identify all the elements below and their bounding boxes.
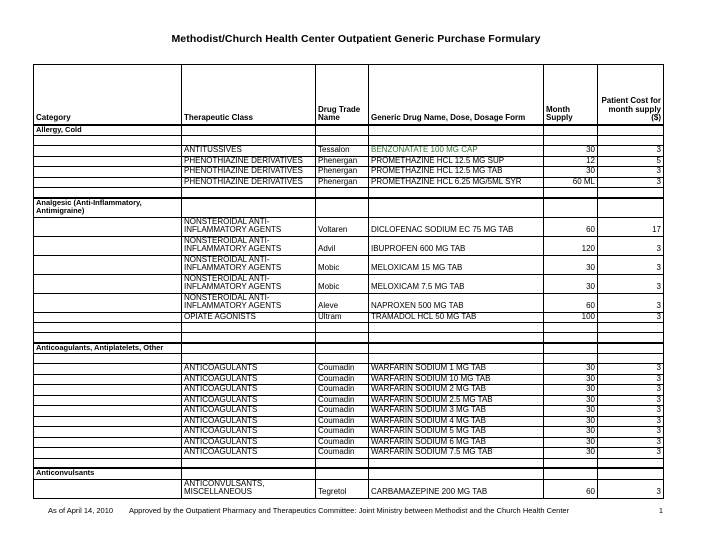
drug-trade-name-cell: Voltaren bbox=[316, 217, 369, 236]
drug-trade-name-cell bbox=[316, 458, 369, 468]
patient-cost-cell bbox=[598, 136, 664, 146]
column-header-month-supply: Month Supply bbox=[544, 65, 598, 125]
drug-trade-name-cell: Tegretol bbox=[316, 479, 369, 498]
month-supply-cell: 30 bbox=[544, 448, 598, 459]
column-header-therapeutic-class: Therapeutic Class bbox=[182, 65, 316, 125]
drug-trade-name-cell: Ultram bbox=[316, 312, 369, 323]
drug-trade-name-cell: Phenergan bbox=[316, 177, 369, 188]
generic-drug-name-cell bbox=[369, 343, 544, 354]
patient-cost-cell bbox=[598, 458, 664, 468]
month-supply-cell bbox=[544, 354, 598, 364]
patient-cost-cell: 3 bbox=[598, 236, 664, 255]
generic-drug-name-cell: WARFARIN SODIUM 10 MG TAB bbox=[369, 374, 544, 385]
category-cell bbox=[34, 136, 182, 146]
therapeutic-class-cell: OPIATE AGONISTS bbox=[182, 312, 316, 323]
drug-trade-name-cell: Aleve bbox=[316, 293, 369, 312]
formulary-row bbox=[34, 156, 664, 167]
month-supply-cell: 60 bbox=[544, 217, 598, 236]
month-supply-cell: 30 bbox=[544, 374, 598, 385]
drug-trade-name-cell: Coumadin bbox=[316, 416, 369, 427]
drug-trade-name-cell bbox=[316, 188, 369, 198]
footer-as-of-date: As of April 14, 2010 bbox=[48, 506, 114, 515]
patient-cost-cell: 3 bbox=[598, 395, 664, 406]
section-row bbox=[34, 343, 664, 354]
drug-trade-name-cell: Coumadin bbox=[316, 395, 369, 406]
column-header-category: Category bbox=[34, 65, 182, 125]
therapeutic-class-cell: NONSTEROIDAL ANTI-INFLAMMATORY AGENTS bbox=[182, 217, 316, 236]
category-cell: Anticoagulants, Antiplatelets, Other bbox=[34, 343, 182, 354]
therapeutic-class-cell: ANTICOAGULANTS bbox=[182, 395, 316, 406]
drug-trade-name-cell: Phenergan bbox=[316, 156, 369, 167]
category-cell bbox=[34, 146, 182, 157]
formulary-row bbox=[34, 312, 664, 323]
generic-drug-name-cell: WARFARIN SODIUM 1 MG TAB bbox=[369, 364, 544, 375]
category-cell bbox=[34, 364, 182, 375]
drug-trade-name-cell: Coumadin bbox=[316, 374, 369, 385]
month-supply-cell bbox=[544, 343, 598, 354]
category-cell bbox=[34, 236, 182, 255]
drug-trade-name-cell bbox=[316, 354, 369, 364]
footer-page-number: 1 bbox=[658, 506, 663, 515]
drug-trade-name-cell bbox=[316, 198, 369, 218]
therapeutic-class-cell bbox=[182, 188, 316, 198]
formulary-row bbox=[34, 406, 664, 417]
footer-approval-note: Approved by the Outpatient Pharmacy and Therapeutics Committee: Joint Ministry between Methodist and the Church Health Center bbox=[129, 506, 570, 515]
section-row bbox=[34, 125, 664, 136]
generic-drug-name-cell: BENZONATATE 100 MG CAP bbox=[369, 146, 544, 157]
month-supply-cell: 30 bbox=[544, 406, 598, 417]
spacer-row bbox=[34, 323, 664, 333]
formulary-row bbox=[34, 293, 664, 312]
patient-cost-cell: 3 bbox=[598, 385, 664, 396]
category-cell bbox=[34, 458, 182, 468]
month-supply-cell bbox=[544, 333, 598, 343]
month-supply-cell: 30 bbox=[544, 167, 598, 178]
category-cell bbox=[34, 395, 182, 406]
section-row bbox=[34, 198, 664, 218]
month-supply-cell bbox=[544, 323, 598, 333]
generic-drug-name-cell: WARFARIN SODIUM 5 MG TAB bbox=[369, 427, 544, 438]
category-cell bbox=[34, 323, 182, 333]
patient-cost-cell: 3 bbox=[598, 448, 664, 459]
spacer-row bbox=[34, 354, 664, 364]
section-row bbox=[34, 468, 664, 479]
category-cell: Analgesic (Anti-Inflammatory, Antimigraine) bbox=[34, 198, 182, 218]
column-header-patient-cost: Patient Cost for month supply ($) bbox=[598, 65, 664, 125]
drug-trade-name-cell: Coumadin bbox=[316, 427, 369, 438]
generic-drug-name-cell: PROMETHAZINE HCL 12.5 MG SUP bbox=[369, 156, 544, 167]
month-supply-cell bbox=[544, 198, 598, 218]
category-cell bbox=[34, 385, 182, 396]
therapeutic-class-cell: ANTICOAGULANTS bbox=[182, 385, 316, 396]
patient-cost-cell: 3 bbox=[598, 255, 664, 274]
category-cell bbox=[34, 177, 182, 188]
category-cell bbox=[34, 274, 182, 293]
therapeutic-class-cell: ANTITUSSIVES bbox=[182, 146, 316, 157]
generic-drug-name-cell bbox=[369, 198, 544, 218]
month-supply-cell bbox=[544, 458, 598, 468]
generic-drug-name-cell bbox=[369, 188, 544, 198]
category-cell bbox=[34, 293, 182, 312]
drug-trade-name-cell bbox=[316, 125, 369, 136]
formulary-row bbox=[34, 479, 664, 498]
spacer-row bbox=[34, 188, 664, 198]
therapeutic-class-cell: ANTICOAGULANTS bbox=[182, 427, 316, 438]
patient-cost-cell: 3 bbox=[598, 416, 664, 427]
month-supply-cell: 30 bbox=[544, 146, 598, 157]
therapeutic-class-cell bbox=[182, 136, 316, 146]
patient-cost-cell: 3 bbox=[598, 274, 664, 293]
column-header-generic-drug-name: Generic Drug Name, Dose, Dosage Form bbox=[369, 65, 544, 125]
generic-drug-name-cell: DICLOFENAC SODIUM EC 75 MG TAB bbox=[369, 217, 544, 236]
drug-trade-name-cell: Advil bbox=[316, 236, 369, 255]
patient-cost-cell: 3 bbox=[598, 146, 664, 157]
header-row bbox=[34, 65, 664, 125]
generic-drug-name-cell bbox=[369, 136, 544, 146]
therapeutic-class-cell: ANTICOAGULANTS bbox=[182, 364, 316, 375]
therapeutic-class-cell: NONSTEROIDAL ANTI-INFLAMMATORY AGENTS bbox=[182, 255, 316, 274]
generic-drug-name-cell: NAPROXEN 500 MG TAB bbox=[369, 293, 544, 312]
spacer-row bbox=[34, 333, 664, 343]
category-cell bbox=[34, 156, 182, 167]
category-cell bbox=[34, 167, 182, 178]
generic-drug-name-cell: MELOXICAM 15 MG TAB bbox=[369, 255, 544, 274]
drug-trade-name-cell: Coumadin bbox=[316, 448, 369, 459]
therapeutic-class-cell: PHENOTHIAZINE DERIVATIVES bbox=[182, 177, 316, 188]
patient-cost-cell: 3 bbox=[598, 364, 664, 375]
formulary-row bbox=[34, 364, 664, 375]
month-supply-cell: 60 ML bbox=[544, 177, 598, 188]
month-supply-cell: 30 bbox=[544, 395, 598, 406]
generic-drug-name-cell: WARFARIN SODIUM 3 MG TAB bbox=[369, 406, 544, 417]
category-cell: Allergy, Cold bbox=[34, 125, 182, 136]
patient-cost-cell: 3 bbox=[598, 479, 664, 498]
therapeutic-class-cell bbox=[182, 333, 316, 343]
formulary-row bbox=[34, 416, 664, 427]
patient-cost-cell: 5 bbox=[598, 156, 664, 167]
patient-cost-cell: 3 bbox=[598, 374, 664, 385]
patient-cost-cell: 3 bbox=[598, 427, 664, 438]
generic-drug-name-cell: WARFARIN SODIUM 6 MG TAB bbox=[369, 437, 544, 448]
category-cell bbox=[34, 416, 182, 427]
drug-trade-name-cell: Coumadin bbox=[316, 385, 369, 396]
generic-drug-name-cell: IBUPROFEN 600 MG TAB bbox=[369, 236, 544, 255]
month-supply-cell bbox=[544, 136, 598, 146]
patient-cost-cell: 17 bbox=[598, 217, 664, 236]
patient-cost-cell bbox=[598, 198, 664, 218]
generic-drug-name-cell bbox=[369, 354, 544, 364]
patient-cost-cell: 3 bbox=[598, 293, 664, 312]
category-cell bbox=[34, 312, 182, 323]
generic-drug-name-cell: CARBAMAZEPINE 200 MG TAB bbox=[369, 479, 544, 498]
month-supply-cell bbox=[544, 125, 598, 136]
month-supply-cell: 30 bbox=[544, 427, 598, 438]
month-supply-cell bbox=[544, 188, 598, 198]
category-cell bbox=[34, 188, 182, 198]
patient-cost-cell: 3 bbox=[598, 437, 664, 448]
month-supply-cell: 12 bbox=[544, 156, 598, 167]
category-cell bbox=[34, 333, 182, 343]
month-supply-cell: 30 bbox=[544, 255, 598, 274]
month-supply-cell: 30 bbox=[544, 364, 598, 375]
category-cell bbox=[34, 217, 182, 236]
generic-drug-name-cell bbox=[369, 125, 544, 136]
generic-drug-name-cell: WARFARIN SODIUM 2.5 MG TAB bbox=[369, 395, 544, 406]
therapeutic-class-cell: ANTICONVULSANTS, MISCELLANEOUS bbox=[182, 479, 316, 498]
month-supply-cell: 30 bbox=[544, 274, 598, 293]
month-supply-cell bbox=[544, 468, 598, 479]
formulary-row bbox=[34, 395, 664, 406]
therapeutic-class-cell: ANTICOAGULANTS bbox=[182, 437, 316, 448]
patient-cost-cell: 3 bbox=[598, 312, 664, 323]
therapeutic-class-cell bbox=[182, 458, 316, 468]
table-header bbox=[34, 65, 664, 125]
drug-trade-name-cell: Phenergan bbox=[316, 167, 369, 178]
page-footer bbox=[0, 505, 712, 517]
therapeutic-class-cell: NONSTEROIDAL ANTI-INFLAMMATORY AGENTS bbox=[182, 236, 316, 255]
generic-drug-name-cell bbox=[369, 323, 544, 333]
month-supply-cell: 100 bbox=[544, 312, 598, 323]
therapeutic-class-cell: NONSTEROIDAL ANTI-INFLAMMATORY AGENTS bbox=[182, 274, 316, 293]
generic-drug-name-cell: MELOXICAM 7.5 MG TAB bbox=[369, 274, 544, 293]
formulary-row bbox=[34, 236, 664, 255]
formulary-row bbox=[34, 217, 664, 236]
month-supply-cell: 30 bbox=[544, 416, 598, 427]
month-supply-cell: 60 bbox=[544, 293, 598, 312]
formulary-row bbox=[34, 255, 664, 274]
patient-cost-cell bbox=[598, 333, 664, 343]
drug-trade-name-cell bbox=[316, 343, 369, 354]
month-supply-cell: 60 bbox=[544, 479, 598, 498]
therapeutic-class-cell: NONSTEROIDAL ANTI-INFLAMMATORY AGENTS bbox=[182, 293, 316, 312]
therapeutic-class-cell: PHENOTHIAZINE DERIVATIVES bbox=[182, 167, 316, 178]
patient-cost-cell bbox=[598, 468, 664, 479]
therapeutic-class-cell: ANTICOAGULANTS bbox=[182, 416, 316, 427]
column-header-drug-trade-name: Drug Trade Name bbox=[316, 65, 369, 125]
patient-cost-cell bbox=[598, 343, 664, 354]
spacer-row bbox=[34, 136, 664, 146]
generic-drug-name-cell: PROMETHAZINE HCL 6.25 MG/5ML SYR bbox=[369, 177, 544, 188]
patient-cost-cell bbox=[598, 323, 664, 333]
therapeutic-class-cell bbox=[182, 343, 316, 354]
formulary-row bbox=[34, 437, 664, 448]
patient-cost-cell bbox=[598, 188, 664, 198]
drug-trade-name-cell bbox=[316, 136, 369, 146]
patient-cost-cell bbox=[598, 125, 664, 136]
generic-drug-name-cell: WARFARIN SODIUM 7.5 MG TAB bbox=[369, 448, 544, 459]
generic-drug-name-cell bbox=[369, 458, 544, 468]
therapeutic-class-cell: ANTICOAGULANTS bbox=[182, 374, 316, 385]
formulary-row bbox=[34, 274, 664, 293]
formulary-row bbox=[34, 374, 664, 385]
drug-trade-name-cell bbox=[316, 323, 369, 333]
month-supply-cell: 120 bbox=[544, 236, 598, 255]
therapeutic-class-cell bbox=[182, 323, 316, 333]
formulary-row bbox=[34, 146, 664, 157]
therapeutic-class-cell: ANTICOAGULANTS bbox=[182, 448, 316, 459]
drug-trade-name-cell: Mobic bbox=[316, 274, 369, 293]
formulary-row bbox=[34, 167, 664, 178]
category-cell bbox=[34, 374, 182, 385]
formulary-table bbox=[33, 64, 664, 499]
patient-cost-cell: 3 bbox=[598, 167, 664, 178]
month-supply-cell: 30 bbox=[544, 385, 598, 396]
therapeutic-class-cell bbox=[182, 468, 316, 479]
table-body bbox=[34, 125, 664, 499]
drug-trade-name-cell: Coumadin bbox=[316, 364, 369, 375]
category-cell bbox=[34, 448, 182, 459]
month-supply-cell: 30 bbox=[544, 437, 598, 448]
patient-cost-cell bbox=[598, 354, 664, 364]
formulary-row bbox=[34, 427, 664, 438]
category-cell bbox=[34, 255, 182, 274]
drug-trade-name-cell bbox=[316, 333, 369, 343]
formulary-row bbox=[34, 385, 664, 396]
therapeutic-class-cell bbox=[182, 198, 316, 218]
category-cell bbox=[34, 437, 182, 448]
generic-drug-name-cell: WARFARIN SODIUM 2 MG TAB bbox=[369, 385, 544, 396]
formulary-row bbox=[34, 448, 664, 459]
generic-drug-name-cell bbox=[369, 333, 544, 343]
category-cell bbox=[34, 427, 182, 438]
therapeutic-class-cell bbox=[182, 354, 316, 364]
patient-cost-cell: 3 bbox=[598, 406, 664, 417]
page-title: Methodist/Church Health Center Outpatient Generic Purchase Formulary bbox=[171, 33, 541, 45]
drug-trade-name-cell: Coumadin bbox=[316, 406, 369, 417]
generic-drug-name-cell bbox=[369, 468, 544, 479]
drug-trade-name-cell: Tessalon bbox=[316, 146, 369, 157]
therapeutic-class-cell bbox=[182, 125, 316, 136]
drug-trade-name-cell bbox=[316, 468, 369, 479]
generic-drug-name-cell: WARFARIN SODIUM 4 MG TAB bbox=[369, 416, 544, 427]
drug-trade-name-cell: Mobic bbox=[316, 255, 369, 274]
spacer-row bbox=[34, 458, 664, 468]
category-cell bbox=[34, 354, 182, 364]
category-cell: Anticonvulsants bbox=[34, 468, 182, 479]
generic-drug-name-cell: TRAMADOL HCL 50 MG TAB bbox=[369, 312, 544, 323]
generic-drug-name-cell: PROMETHAZINE HCL 12.5 MG TAB bbox=[369, 167, 544, 178]
category-cell bbox=[34, 406, 182, 417]
category-cell bbox=[34, 479, 182, 498]
drug-trade-name-cell: Coumadin bbox=[316, 437, 369, 448]
formulary-row bbox=[34, 177, 664, 188]
therapeutic-class-cell: ANTICOAGULANTS bbox=[182, 406, 316, 417]
patient-cost-cell: 3 bbox=[598, 177, 664, 188]
therapeutic-class-cell: PHENOTHIAZINE DERIVATIVES bbox=[182, 156, 316, 167]
